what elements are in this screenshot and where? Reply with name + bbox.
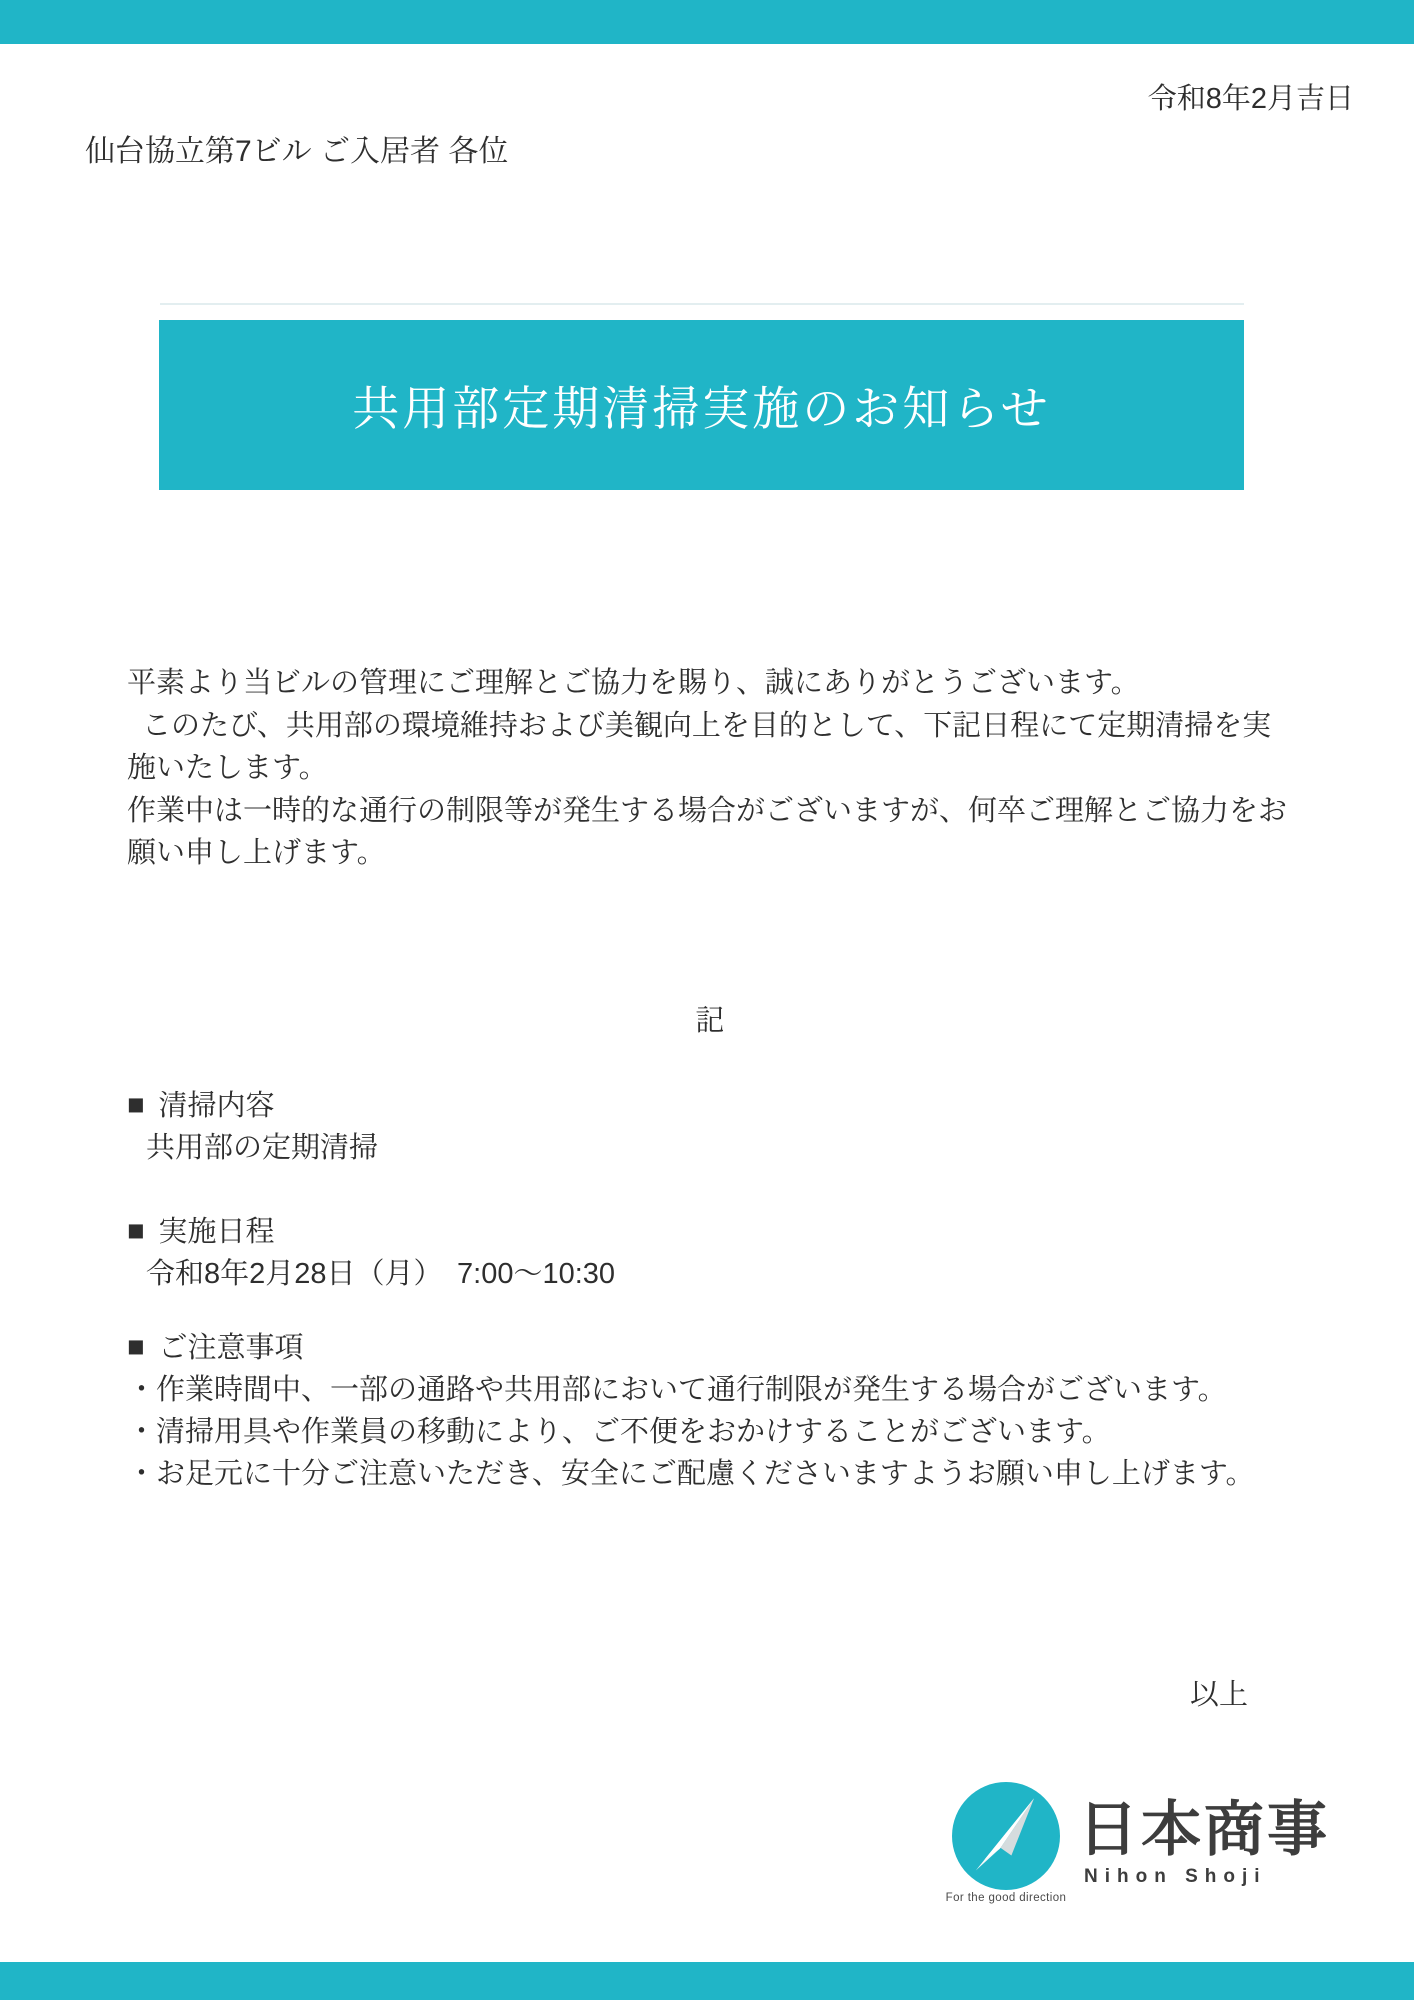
section-heading-label: ご注意事項 [158,1332,304,1364]
body-paragraph-1: 平素より当ビルの管理にご理解とご協力を賜り、誠にありがとうございます。 [127,667,1140,699]
company-name-en: Nihon Shoji [1084,1866,1267,1887]
section-cleaning-content [127,1085,1297,1169]
body-text [127,662,1293,875]
ki-marker: 記 [695,1005,725,1037]
recipient-line: 仙台協立第7ビル ご入居者 各位 [85,135,509,168]
details-sections [127,1085,1297,1495]
logo-tagline: For the good direction [945,1892,1067,1904]
section-heading-label: 清掃内容 [158,1090,275,1122]
section-heading [127,1327,1297,1369]
square-bullet-icon: ■ [127,1331,145,1363]
bullet-line: ・作業時間中、一部の通路や共用部において通行制限が発生する場合がございます。 [127,1374,1227,1406]
square-bullet-icon: ■ [127,1215,145,1247]
body-paragraph-3: 作業中は一時的な通行の制限等が発生する場合がございますが、何卒ご理解とご協力をお願い申し上げます。 [127,794,1288,869]
notice-title: 共用部定期清掃実施のお知らせ [352,381,1051,435]
bullet-line: ・清掃用具や作業員の移動により、ご不便をおかけすることがございます。 [127,1416,1111,1448]
top-accent-bar [0,0,1414,44]
bottom-accent-bar [0,1962,1414,2000]
square-bullet-icon: ■ [127,1089,145,1121]
issue-date: 令和8年2月吉日 [1147,83,1354,115]
section-heading [127,1085,1297,1127]
banner-hairline [160,303,1244,305]
bullet-line: ・お足元に十分ご注意いただき、安全にご配慮くださいますようお願い申し上げます。 [127,1458,1255,1490]
company-name-ja: 日本商事 [1078,1796,1330,1863]
section-schedule [127,1211,1297,1295]
closing-ijou: 以上 [1189,1679,1248,1711]
logo-circle [952,1782,1060,1890]
section-cautions [127,1327,1297,1495]
paper-plane-icon [952,1782,1060,1890]
section-line: 令和8年2月28日（月） 7:00〜10:30 [146,1258,616,1290]
section-line: 共用部の定期清掃 [146,1132,379,1164]
section-heading-label: 実施日程 [158,1216,275,1248]
section-heading [127,1211,1297,1253]
notice-banner [159,320,1244,490]
body-paragraph-2: このたび、共用部の環境維持および美観向上を目的として、下記日程にて定期清掃を実施いたします。 [127,709,1272,784]
